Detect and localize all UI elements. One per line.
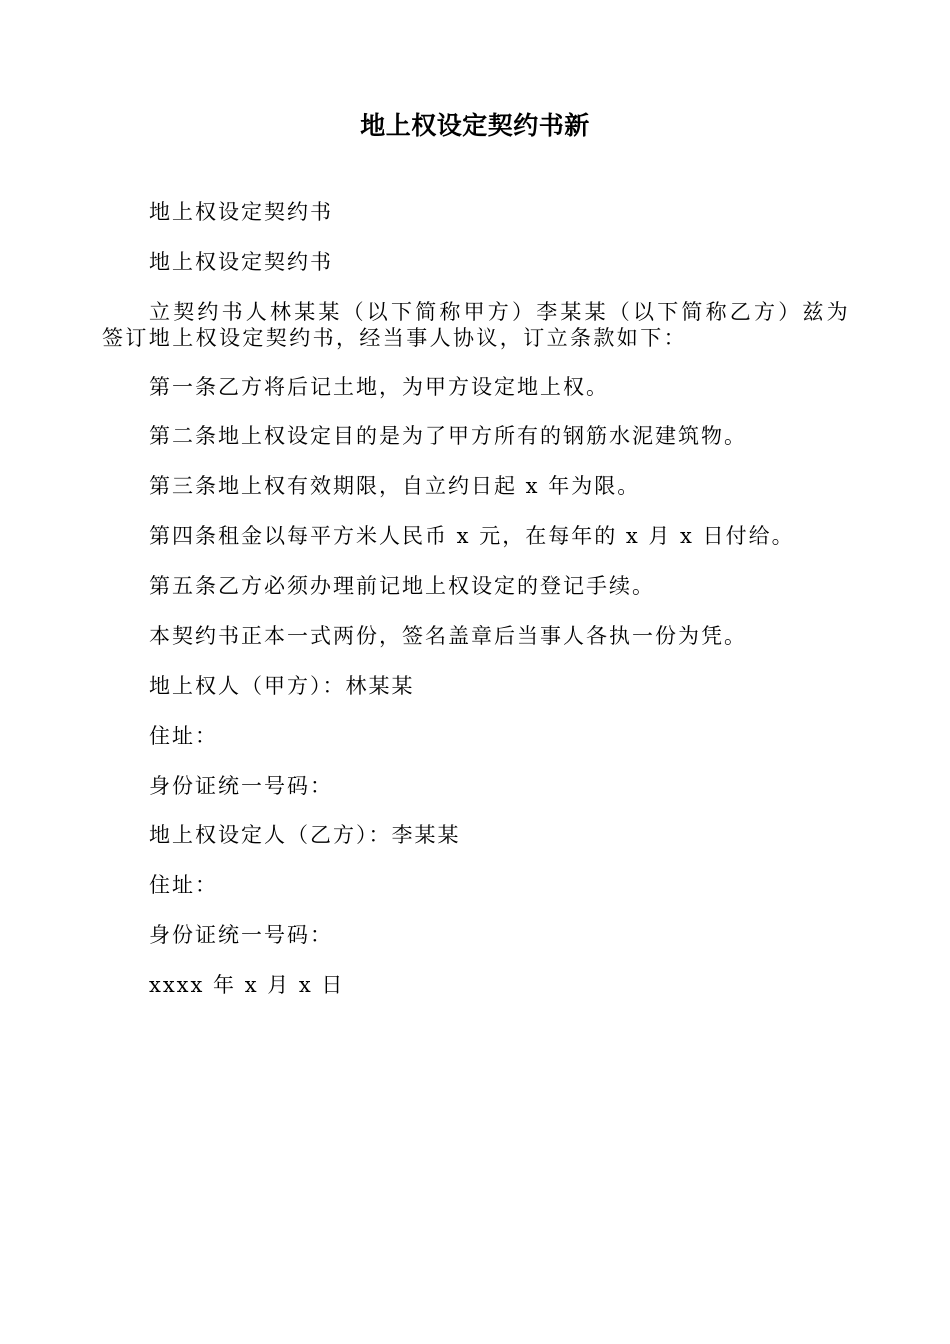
article-3: 第三条地上权有效期限，自立约日起 x 年为限。 [149, 474, 641, 498]
party-b-label: 地上权设定人（乙方）：李某某 [149, 823, 461, 847]
party-b-address: 住址： [149, 873, 218, 897]
party-a-address: 住址： [149, 724, 218, 748]
document-title: 地上权设定契约书新 [360, 111, 590, 140]
heading-line-1: 地上权设定契约书 [149, 200, 333, 224]
copies-clause: 本契约书正本一式两份，签名盖章后当事人各执一份为凭。 [149, 624, 747, 648]
party-b-id: 身份证统一号码： [149, 923, 333, 947]
article-1: 第一条乙方将后记土地，为甲方设定地上权。 [149, 375, 609, 399]
article-2: 第二条地上权设定目的是为了甲方所有的钢筋水泥建筑物。 [149, 424, 747, 448]
party-a-id: 身份证统一号码： [149, 774, 333, 798]
heading-line-2: 地上权设定契约书 [149, 250, 333, 274]
article-5: 第五条乙方必须办理前记地上权设定的登记手续。 [149, 574, 655, 598]
article-4: 第四条租金以每平方米人民币 x 元，在每年的 x 月 x 日付给。 [149, 524, 795, 548]
preamble-paragraph: 立契约书人林某某（以下简称甲方）李某某（以下简称乙方）兹为签订地上权设定契约书，经当事人协议，订立条款如下： [102, 300, 850, 350]
date-line: xxxx 年 x 月 x 日 [149, 973, 345, 997]
party-a-label: 地上权人（甲方）：林某某 [149, 674, 415, 698]
